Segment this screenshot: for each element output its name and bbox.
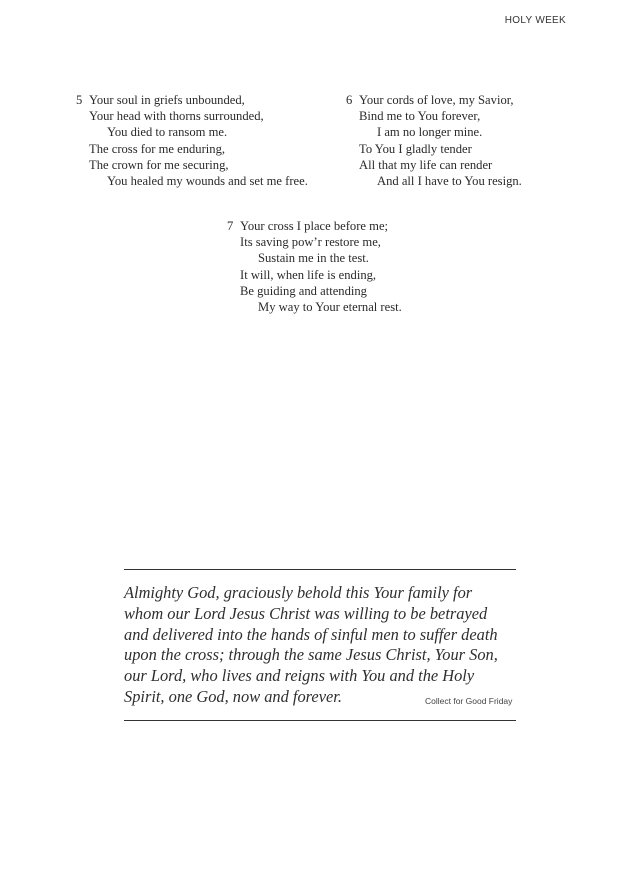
verse-line: And all I have to You resign. — [377, 174, 522, 189]
verse-line: Its saving pow’r restore me, — [240, 235, 381, 250]
verse-line: Sustain me in the test. — [258, 251, 369, 266]
collect-line: and delivered into the hands of sinful men to suffer death — [124, 624, 498, 644]
verse-line: To You I gladly tender — [359, 141, 472, 156]
verse-line: Bind me to You forever, — [359, 109, 481, 124]
page-header-section: HOLY WEEK — [504, 15, 566, 26]
collect-line: Spirit, one God, now and forever. — [124, 686, 342, 706]
collect-divider-bottom — [124, 720, 516, 721]
verse-line: Your head with thorns surrounded, — [89, 109, 264, 124]
verse-number: 5 — [76, 93, 83, 107]
verse-line: Be guiding and attending — [240, 283, 367, 298]
hymn-verse-7 — [227, 218, 402, 315]
verse-line: I am no longer mine. — [377, 125, 483, 140]
verse-line: All that my life can render — [359, 157, 493, 172]
collect-divider-top — [124, 569, 516, 570]
verse-line: My way to Your eternal rest. — [258, 300, 402, 315]
collect-line: whom our Lord Jesus Christ was willing to be betrayed — [124, 603, 488, 623]
verse-number: 7 — [227, 219, 234, 233]
hymn-verse-6 — [346, 92, 522, 189]
verse-line: You died to ransom me. — [107, 125, 228, 140]
verse-line: Your cross I place before me; — [240, 219, 389, 233]
verse-number: 6 — [346, 93, 353, 107]
collect-line: our Lord, who lives and reigns with You and the Holy — [124, 666, 475, 686]
collect-line: upon the cross; through the same Jesus Christ, Your Son, — [124, 645, 498, 665]
verse-line: It will, when life is ending, — [240, 267, 377, 282]
collect-line: Almighty God, graciously behold this Your family for — [124, 583, 473, 602]
verse-line: Your cords of love, my Savior, — [359, 93, 514, 107]
hymn-verse-5 — [76, 92, 308, 189]
collect-prayer — [124, 583, 524, 708]
verse-line: You healed my wounds and set me free. — [107, 174, 308, 189]
verse-line: Your soul in griefs unbounded, — [89, 93, 245, 107]
verse-line: The cross for me enduring, — [89, 141, 226, 156]
verse-line: The crown for me securing, — [89, 157, 229, 172]
collect-source: Collect for Good Friday — [425, 696, 513, 706]
